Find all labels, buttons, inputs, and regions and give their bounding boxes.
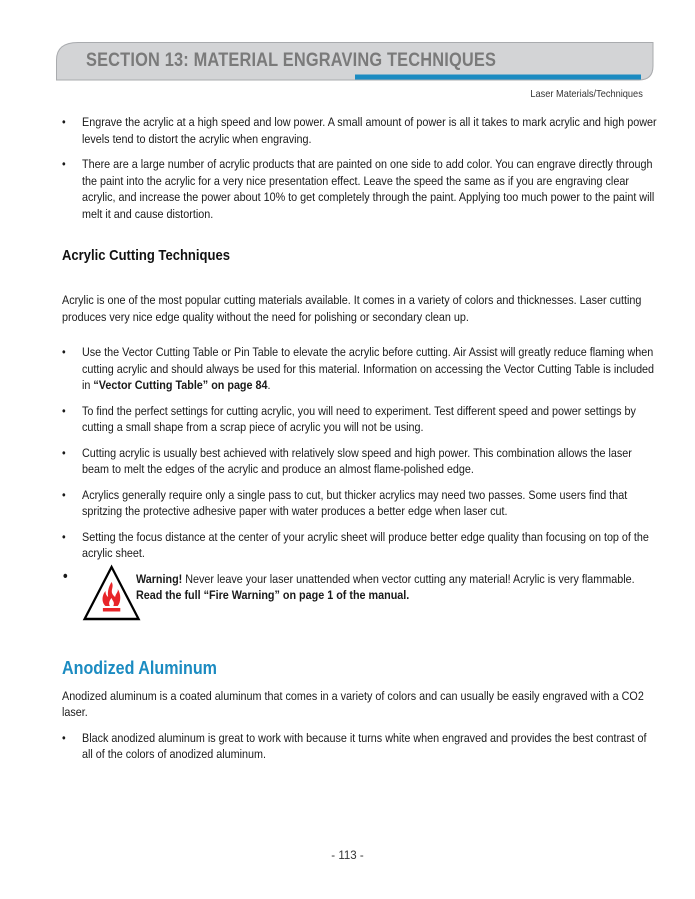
list-item-text: To find the perfect settings for cutting acrylic, you will need to experiment. Test different speed and power settings by cutting a small shape from a scrap piece of acrylic you will not be using. [82, 403, 636, 434]
list-item-text: There are a large number of acrylic products that are painted on one side to add color. You can engrave directly through the paint into the acrylic for a very nice presentation effect. Leave the speed the same as if you are engraving clear acrylic, and increase the power about 10% to get completely through the paint. Applying too much power to the paint will melt it and cause distortion. [82, 157, 655, 221]
list-item [62, 344, 657, 394]
acrylic-cutting-intro: Acrylic is one of the most popular cutting materials available. It comes in a variety of colors and thicknesses. Laser cutting produces very nice edge quality without the need for polishing or secondary clean up. [62, 293, 642, 324]
bullet-icon: • [62, 529, 66, 544]
list-item-text: Cutting acrylic is usually best achieved with relatively slow speed and high power. This combination allows the laser beam to melt the edges of the acrylic and produce an almost flame-polished edge. [82, 445, 632, 476]
section-title: SECTION 13: MATERIAL ENGRAVING TECHNIQUES [86, 49, 497, 71]
bullet-icon: • [62, 567, 68, 585]
list-item-text-end: . [267, 378, 271, 392]
list-item [62, 487, 657, 520]
fire-warning-reference-link[interactable]: Read the full “Fire Warning” on page 1 of the manual. [135, 588, 410, 602]
acrylic-cutting-heading: Acrylic Cutting Techniques [62, 247, 230, 264]
list-item [62, 403, 657, 436]
list-item-text: Black anodized aluminum is great to work with because it turns white when engraved and provides the best contrast of all of the colors of anodized aluminum. [82, 730, 647, 761]
bullet-icon: • [62, 445, 66, 460]
section-subtitle: Laser Materials/Techniques [530, 88, 643, 100]
bullet-icon: • [62, 115, 66, 129]
list-item [62, 730, 657, 763]
acrylic-cutting-bullet-list [62, 344, 657, 621]
page-number: - 113 - [331, 850, 364, 862]
engraving-bullet-list [62, 114, 657, 222]
section-header [56, 42, 654, 80]
bullet-icon: • [62, 157, 66, 171]
list-item [62, 445, 657, 478]
list-item-text: Engrave the acrylic at a high speed and low power. A small amount of power is all it takes to mark acrylic and high power levels tend to distort the acrylic when engraving. [82, 115, 657, 146]
warning-body: Never leave your laser unattended when vector cutting any material! Acrylic is very flammable. [182, 571, 635, 586]
fire-warning-icon [82, 564, 141, 622]
bullet-icon: • [62, 403, 66, 418]
vector-cutting-table-link[interactable]: “Vector Cutting Table” on page 84 [93, 378, 268, 392]
list-item [62, 114, 657, 147]
anodized-aluminum-bullet-list [62, 730, 657, 763]
list-item-text: Setting the focus distance at the center of your acrylic sheet will produce better edge quality than focusing on top of the acrylic sheet. [82, 529, 649, 560]
warning-label: Warning! [135, 571, 183, 586]
list-item [62, 156, 657, 222]
anodized-aluminum-heading: Anodized Aluminum [62, 656, 217, 678]
fire-warning-text [82, 571, 657, 604]
bullet-icon: • [62, 345, 66, 359]
list-item-text: Use the Vector Cutting Table or Pin Table to elevate the acrylic before cutting. Air Assist will greatly reduce flaming when cutting acrylic and should always be used for this material. Information on accessing the Vector Cutting Table is included in [82, 345, 655, 392]
page-content [62, 114, 657, 772]
bullet-icon: • [62, 730, 66, 745]
anodized-aluminum-intro: Anodized aluminum is a coated aluminum that comes in a variety of colors and can usually be easily engraved with a CO2 laser. [62, 688, 644, 719]
header-accent-bar [355, 75, 641, 80]
list-item-text: Acrylics generally require only a single pass to cut, but thicker acrylics may need two passes. Some users find that spritzing the protective adhesive paper with water produces a better edge when laser cut. [82, 487, 628, 518]
list-item [62, 529, 657, 562]
bullet-icon: • [62, 487, 66, 502]
fire-warning-item [62, 567, 657, 621]
